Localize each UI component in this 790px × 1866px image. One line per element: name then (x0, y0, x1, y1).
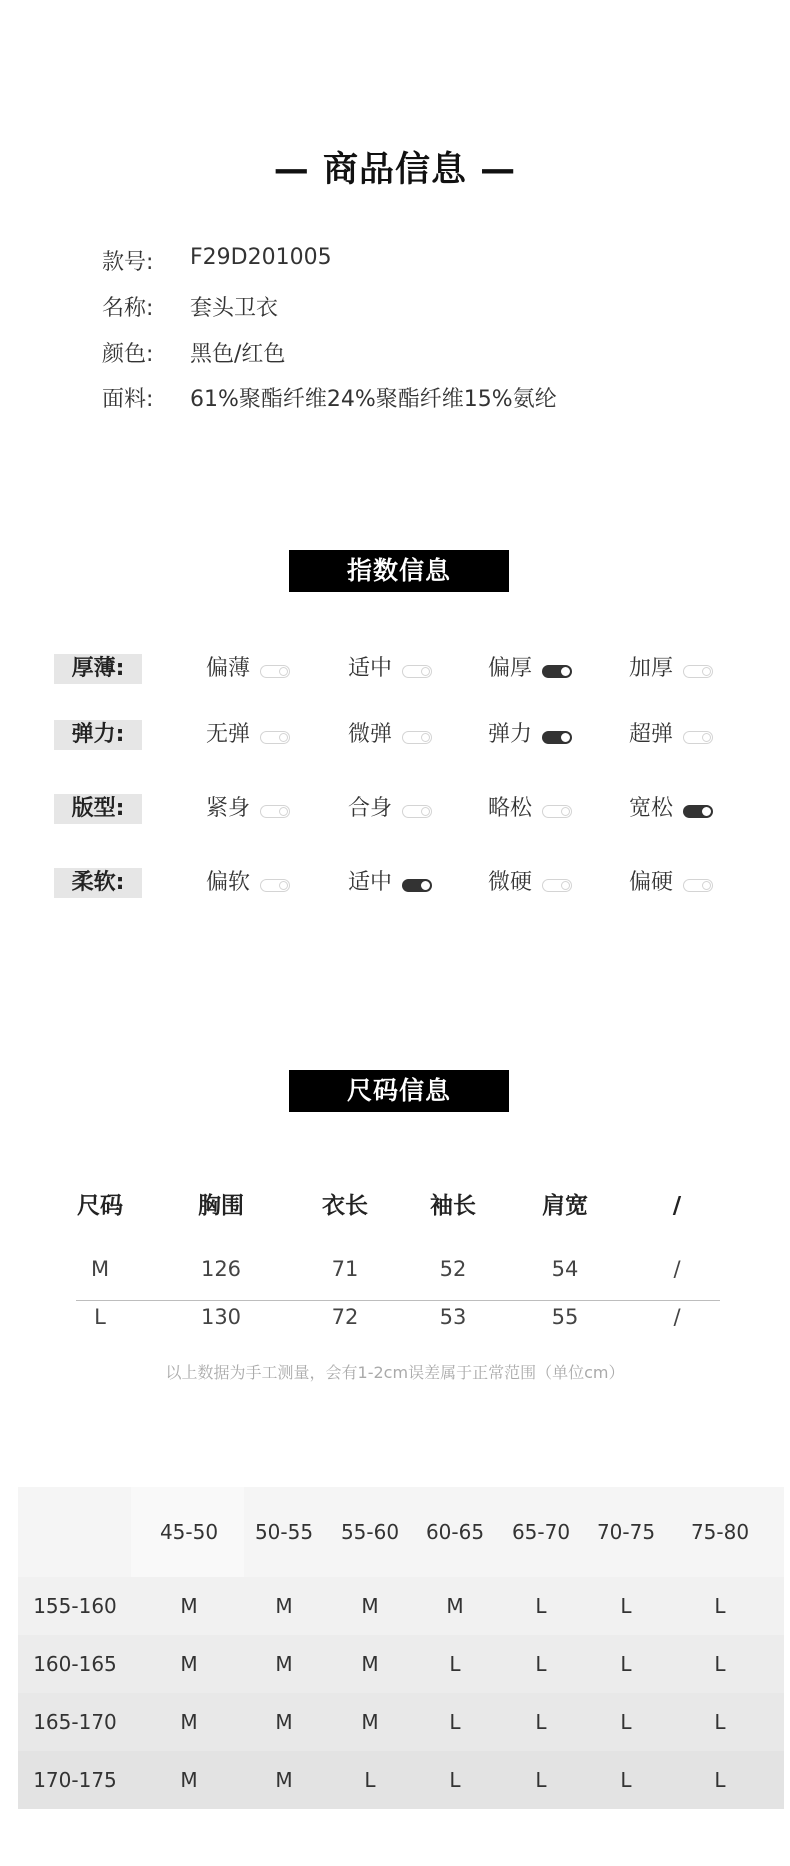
toggle-knob (561, 667, 570, 676)
index-option-label: 超弹 (629, 722, 674, 747)
info-value: 61%聚酯纤维24%聚酯纤维15%氨纶 (190, 387, 557, 412)
toggle-off-icon (260, 731, 290, 744)
index-row (0, 788, 790, 828)
weight-range-header: 55-60 (340, 1520, 400, 1544)
toggle-on-icon (683, 805, 713, 818)
toggle-on-icon (402, 879, 432, 892)
recommended-size-cell: M (361, 1652, 379, 1676)
toggle-off-icon (260, 805, 290, 818)
recommended-size-cell: L (449, 1768, 461, 1792)
grid-row (18, 1751, 784, 1809)
recommended-size-cell: L (620, 1768, 632, 1792)
index-category-label: 柔软: (54, 868, 142, 898)
weight-range-header: 70-75 (596, 1520, 656, 1544)
recommended-size-cell: L (714, 1710, 726, 1734)
toggle-off-icon (402, 665, 432, 678)
recommended-size-cell: M (275, 1594, 293, 1618)
toggle-knob (561, 733, 570, 742)
size-header-cell: 袖长 (430, 1193, 476, 1219)
toggle-knob (702, 667, 711, 676)
recommended-size-cell: L (714, 1594, 726, 1618)
size-info-banner: 尺码信息 (289, 1070, 509, 1112)
recommended-size-cell: M (275, 1710, 293, 1734)
recommended-size-cell: M (180, 1652, 198, 1676)
index-option-label: 紧身 (206, 796, 251, 821)
weight-range-header: 75-80 (690, 1520, 750, 1544)
toggle-knob (421, 881, 430, 890)
toggle-on-icon (542, 731, 572, 744)
toggle-knob (702, 733, 711, 742)
size-header-cell: 衣长 (322, 1193, 368, 1219)
toggle-knob (279, 667, 288, 676)
recommended-size-cell: L (535, 1768, 547, 1792)
size-table-cell: 55 (551, 1305, 579, 1329)
size-table-cell: 54 (551, 1257, 579, 1281)
size-table-cell: 71 (331, 1257, 359, 1281)
index-row (0, 862, 790, 902)
index-option-label: 偏厚 (488, 656, 533, 681)
size-table-cell: 126 (200, 1257, 242, 1281)
toggle-off-icon (260, 879, 290, 892)
size-header-cell: 胸围 (198, 1193, 244, 1219)
recommended-size-cell: M (275, 1652, 293, 1676)
weight-range-header: 45-50 (159, 1520, 219, 1544)
recommended-size-cell: L (449, 1710, 461, 1734)
toggle-knob (421, 807, 430, 816)
weight-range-header: 60-65 (425, 1520, 485, 1544)
index-option-label: 加厚 (629, 656, 674, 681)
toggle-knob (421, 667, 430, 676)
recommended-size-cell: L (714, 1768, 726, 1792)
size-table-divider (76, 1300, 720, 1301)
recommended-size-cell: L (714, 1652, 726, 1676)
index-option-label: 适中 (348, 656, 393, 681)
size-header-cell: / (672, 1193, 682, 1219)
toggle-off-icon (542, 879, 572, 892)
toggle-knob (279, 733, 288, 742)
size-table-cell: / (673, 1257, 681, 1281)
recommended-size-cell: L (535, 1652, 547, 1676)
index-row (0, 648, 790, 688)
grid-row (18, 1577, 784, 1635)
height-range-label: 155-160 (33, 1594, 117, 1618)
toggle-knob (279, 807, 288, 816)
toggle-knob (279, 881, 288, 890)
index-option-label: 偏硬 (629, 870, 674, 895)
toggle-off-icon (402, 731, 432, 744)
recommended-size-cell: L (535, 1710, 547, 1734)
info-value: F29D201005 (190, 245, 332, 270)
index-option-label: 偏薄 (206, 656, 251, 681)
height-range-label: 170-175 (33, 1768, 117, 1792)
info-label: 名称: (102, 296, 154, 321)
recommended-size-cell: M (275, 1768, 293, 1792)
info-label: 颜色: (102, 342, 154, 367)
index-category-label: 弹力: (54, 720, 142, 750)
info-value: 套头卫衣 (190, 296, 279, 321)
index-option-label: 略松 (488, 796, 533, 821)
weight-range-header: 50-55 (254, 1520, 314, 1544)
index-option-label: 无弹 (206, 722, 251, 747)
size-header-cell: 肩宽 (542, 1193, 588, 1219)
size-note: 以上数据为手工测量，会有1-2cm误差属于正常范围（单位cm） (165, 1363, 625, 1382)
size-header-cell: 尺码 (77, 1193, 123, 1219)
grid-row (18, 1693, 784, 1751)
toggle-off-icon (542, 805, 572, 818)
height-range-label: 165-170 (33, 1710, 117, 1734)
info-label: 面料: (102, 387, 154, 412)
toggle-knob (702, 807, 711, 816)
toggle-knob (561, 881, 570, 890)
index-option-label: 适中 (348, 870, 393, 895)
recommended-size-cell: M (180, 1594, 198, 1618)
recommended-size-cell: L (620, 1710, 632, 1734)
grid-row (18, 1635, 784, 1693)
size-table-cell: M (90, 1257, 110, 1281)
grid-header-row (18, 1487, 784, 1577)
toggle-off-icon (683, 665, 713, 678)
recommended-size-cell: L (535, 1594, 547, 1618)
recommended-size-cell: L (620, 1594, 632, 1618)
index-row (0, 714, 790, 754)
index-category-label: 厚薄: (54, 654, 142, 684)
info-value: 黑色/红色 (190, 342, 286, 367)
index-option-label: 宽松 (629, 796, 674, 821)
index-option-label: 微弹 (348, 722, 393, 747)
size-table-cell: / (673, 1305, 681, 1329)
weight-height-grid (18, 1487, 784, 1809)
product-info-title-text: 商品信息 (322, 150, 467, 190)
recommended-size-cell: M (361, 1710, 379, 1734)
toggle-off-icon (683, 879, 713, 892)
size-table-cell: 52 (439, 1257, 467, 1281)
recommended-size-cell: L (620, 1652, 632, 1676)
size-table-cell: L (94, 1305, 106, 1329)
size-table-cell: 53 (439, 1305, 467, 1329)
size-table-cell: 72 (331, 1305, 359, 1329)
height-range-label: 160-165 (33, 1652, 117, 1676)
index-option-label: 微硬 (488, 870, 533, 895)
title-dash-left: — (273, 150, 323, 190)
info-label: 款号: (102, 250, 154, 275)
recommended-size-cell: M (180, 1710, 198, 1734)
product-info-title (0, 142, 790, 192)
toggle-on-icon (542, 665, 572, 678)
toggle-knob (561, 807, 570, 816)
recommended-size-cell: M (180, 1768, 198, 1792)
recommended-size-cell: L (364, 1768, 376, 1792)
toggle-off-icon (402, 805, 432, 818)
title-dash-right: — (467, 150, 517, 190)
index-option-label: 弹力 (488, 722, 533, 747)
index-option-label: 偏软 (206, 870, 251, 895)
size-table-cell: 130 (200, 1305, 242, 1329)
recommended-size-cell: L (449, 1652, 461, 1676)
toggle-off-icon (260, 665, 290, 678)
toggle-off-icon (683, 731, 713, 744)
index-option-label: 合身 (348, 796, 393, 821)
toggle-knob (702, 881, 711, 890)
index-info-banner: 指数信息 (289, 550, 509, 592)
index-category-label: 版型: (54, 794, 142, 824)
recommended-size-cell: M (446, 1594, 464, 1618)
weight-range-header: 65-70 (511, 1520, 571, 1544)
recommended-size-cell: M (361, 1594, 379, 1618)
toggle-knob (421, 733, 430, 742)
